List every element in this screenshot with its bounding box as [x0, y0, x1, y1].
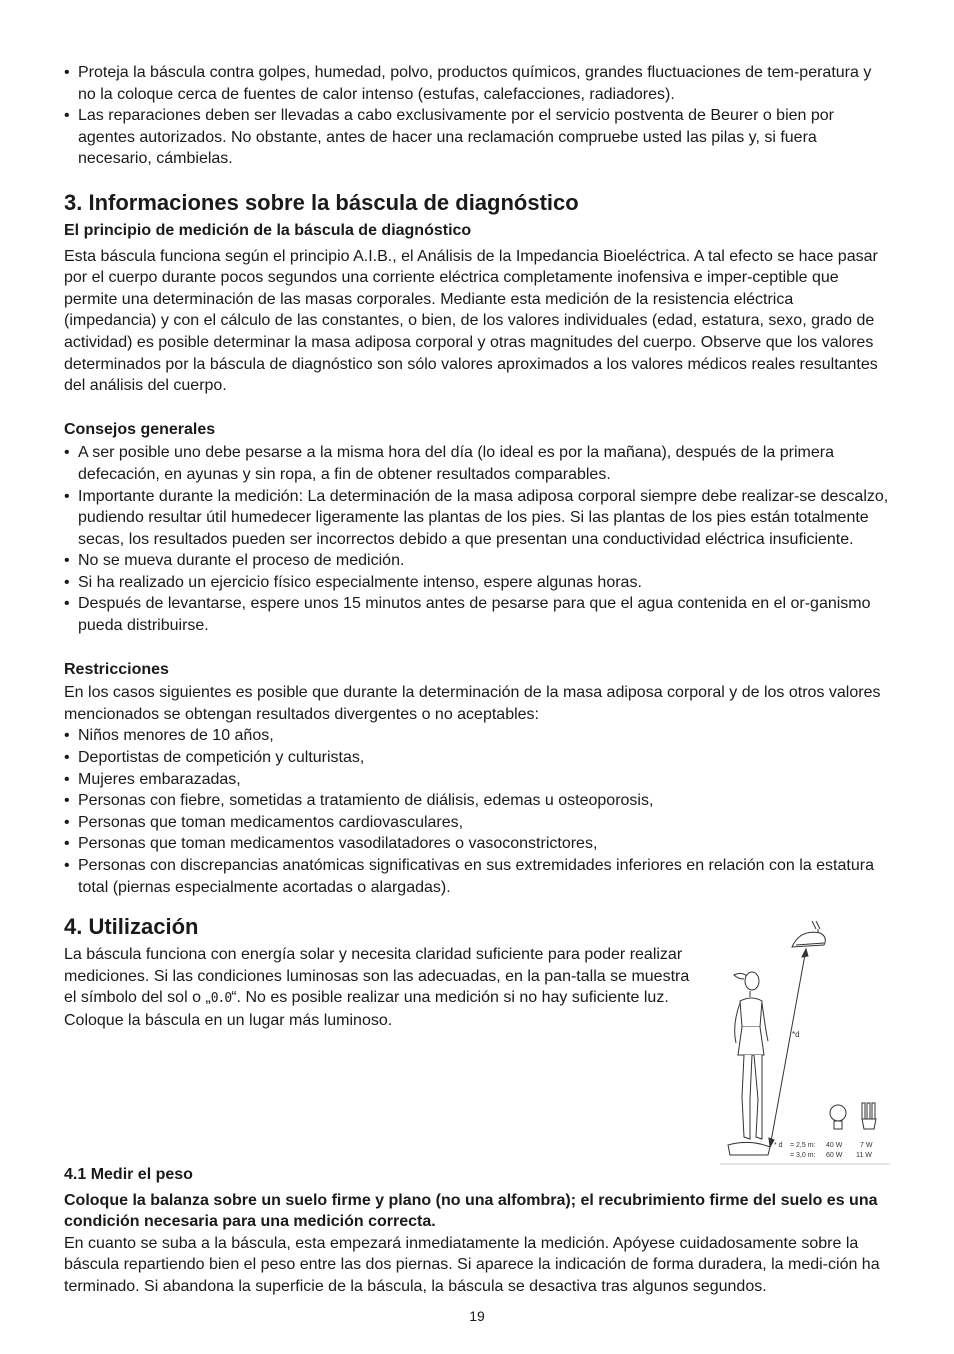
advice-heading: Consejos generales [64, 420, 216, 438]
section-3-title: 3. Informaciones sobre la báscula de diagnóstico [64, 189, 579, 215]
lcd-symbol: 0.0 [210, 991, 232, 1007]
principle-heading: El principio de medición de la báscula de diagnóstico [64, 221, 472, 239]
measurement-illustration [720, 915, 890, 1165]
page-content [64, 62, 890, 1032]
list-item: • Niños menores de 10 años, [64, 725, 890, 747]
subsection-heading: 4.1 Medir el peso [64, 1166, 193, 1183]
restrictions-intro: En los casos siguientes es posible que durante la determinación de la masa adiposa corporal y de los otros valores mencionados se obtengan resultados divergentes o no aceptables: [64, 684, 881, 723]
list-item: • Deportistas de competición y culturistas, [64, 747, 890, 769]
list-item: • Si ha realizado un ejercicio físico especialmente intenso, espere algunas horas. [64, 572, 890, 594]
table-row2-bulb: 60 W [826, 1152, 843, 1159]
list-item: • A ser posible uno debe pesarse a la misma hora del día (lo ideal es por la mañana), después de la primera defecación, en ayunas y sin ropa, a fin de obtener resultados comparables. [64, 442, 890, 485]
table-row1-cfl: 7 W [860, 1142, 873, 1149]
principle-text: Esta báscula funciona según el principio A.I.B., el Análisis de la Impedancia Bioeléctrica. A tal efecto se hace pasar por el cuerpo durante pocos segundos una corriente eléctrica completamente inofensiva e imper-ceptible que permite una determinación de las masas corporales. Mediante esta medición de la resistencia eléctrica (impedancia) y con el cálculo de las constantes, o bien, de los valores individuales (edad, estatura, sexo, grado de actividad) es posible determinar la masa adiposa corporal y otras magnitudes del cuerpo. Observe que los valores determinados por la báscula de diagnóstico son sólo valores aproximados a los valores médicos reales resultantes del análisis del cuerpo. [64, 247, 878, 395]
distance-arrow [769, 949, 808, 1147]
scale-icon [728, 1142, 770, 1155]
table-prefix: * d [774, 1142, 783, 1149]
distance-label: *d [792, 1030, 800, 1039]
energy-saving-bulb-icon [862, 1103, 876, 1129]
list-item: • Personas con discrepancias anatómicas significativas en sus extremidades inferiores en relación con la estatura total (piernas especialmente acortadas o alargadas). [64, 855, 890, 898]
list-item: • Personas que toman medicamentos cardiovasculares, [64, 812, 890, 834]
list-item: • Las reparaciones deben ser llevadas a cabo exclusivamente por el servicio postventa de Beurer o bien por agentes autorizados. No obstante, antes de hacer una reclamación compruebe usted las pilas y, si fuera necesario, cámbielas. [64, 105, 890, 170]
table-row2-cfl: 11 W [856, 1152, 872, 1159]
section-4-intro: La báscula funciona con energía solar y necesita claridad suficiente para poder realizar mediciones. Si las condiciones luminosas son las adecuadas, en la pan-talla se muestra el símbolo del sol o „0.0“. No es posible realizar una medición si no hay suficiente luz. Coloque la báscula en un lugar más luminoso. [64, 946, 690, 1029]
lamp-icon [792, 921, 825, 947]
subsection-text: En cuanto se suba a la báscula, esta empezará inmediatamente la medición. Apóyese cuidadosamente sobre la báscula repartiendo bien el peso entre las dos piernas. Si aparece la indicación de forma duradera, la medi-ción ha terminado. Si abandona la superficie de la báscula, la báscula se desactiva tras algunos segundos. [64, 1234, 880, 1295]
bulb-icon [830, 1105, 846, 1129]
restrictions-heading: Restricciones [64, 660, 169, 678]
table-row2-distance: = 3,0 m: [790, 1152, 816, 1159]
list-item: • Personas que toman medicamentos vasodilatadores o vasoconstrictores, [64, 833, 890, 855]
table-row1-bulb: 40 W [826, 1142, 843, 1149]
list-item: • Después de levantarse, espere unos 15 minutos antes de pesarse para que el agua contenida en el or-ganismo pueda distribuirse. [64, 593, 890, 636]
section-4-1 [64, 1164, 890, 1298]
list-item: • Importante durante la medición: La determinación de la masa adiposa corporal siempre debe realizar-se descalzo, pudiendo resultar útil humedecer ligeramente las plantas de los pies. Si las plantas de los pies están totalmente secas, los resultados pueden ser incorrectos debido a que presentan una conductividad eléctrica insuficiente. [64, 486, 890, 551]
list-item: • No se mueva durante el proceso de medición. [64, 550, 890, 572]
list-item: • Proteja la báscula contra golpes, humedad, polvo, productos químicos, grandes fluctuaciones de tem-peratura y no la coloque cerca de fuentes de calor intenso (estufas, calefacciones, radiadores). [64, 62, 890, 105]
page-number: 19 [469, 1308, 485, 1324]
list-item: • Mujeres embarazadas, [64, 769, 890, 791]
person-icon [734, 972, 768, 1139]
table-row1-distance: = 2,5 m: [790, 1142, 816, 1149]
section-4-title: 4. Utilización [64, 914, 199, 940]
subsection-bold-text: Coloque la balanza sobre un suelo firme y plano (no una alfombra); el recubrimiento firme del suelo es una condición necesaria para una medición correcta. [64, 1191, 878, 1231]
list-item: • Personas con fiebre, sometidas a tratamiento de diálisis, edemas u osteoporosis, [64, 790, 890, 812]
